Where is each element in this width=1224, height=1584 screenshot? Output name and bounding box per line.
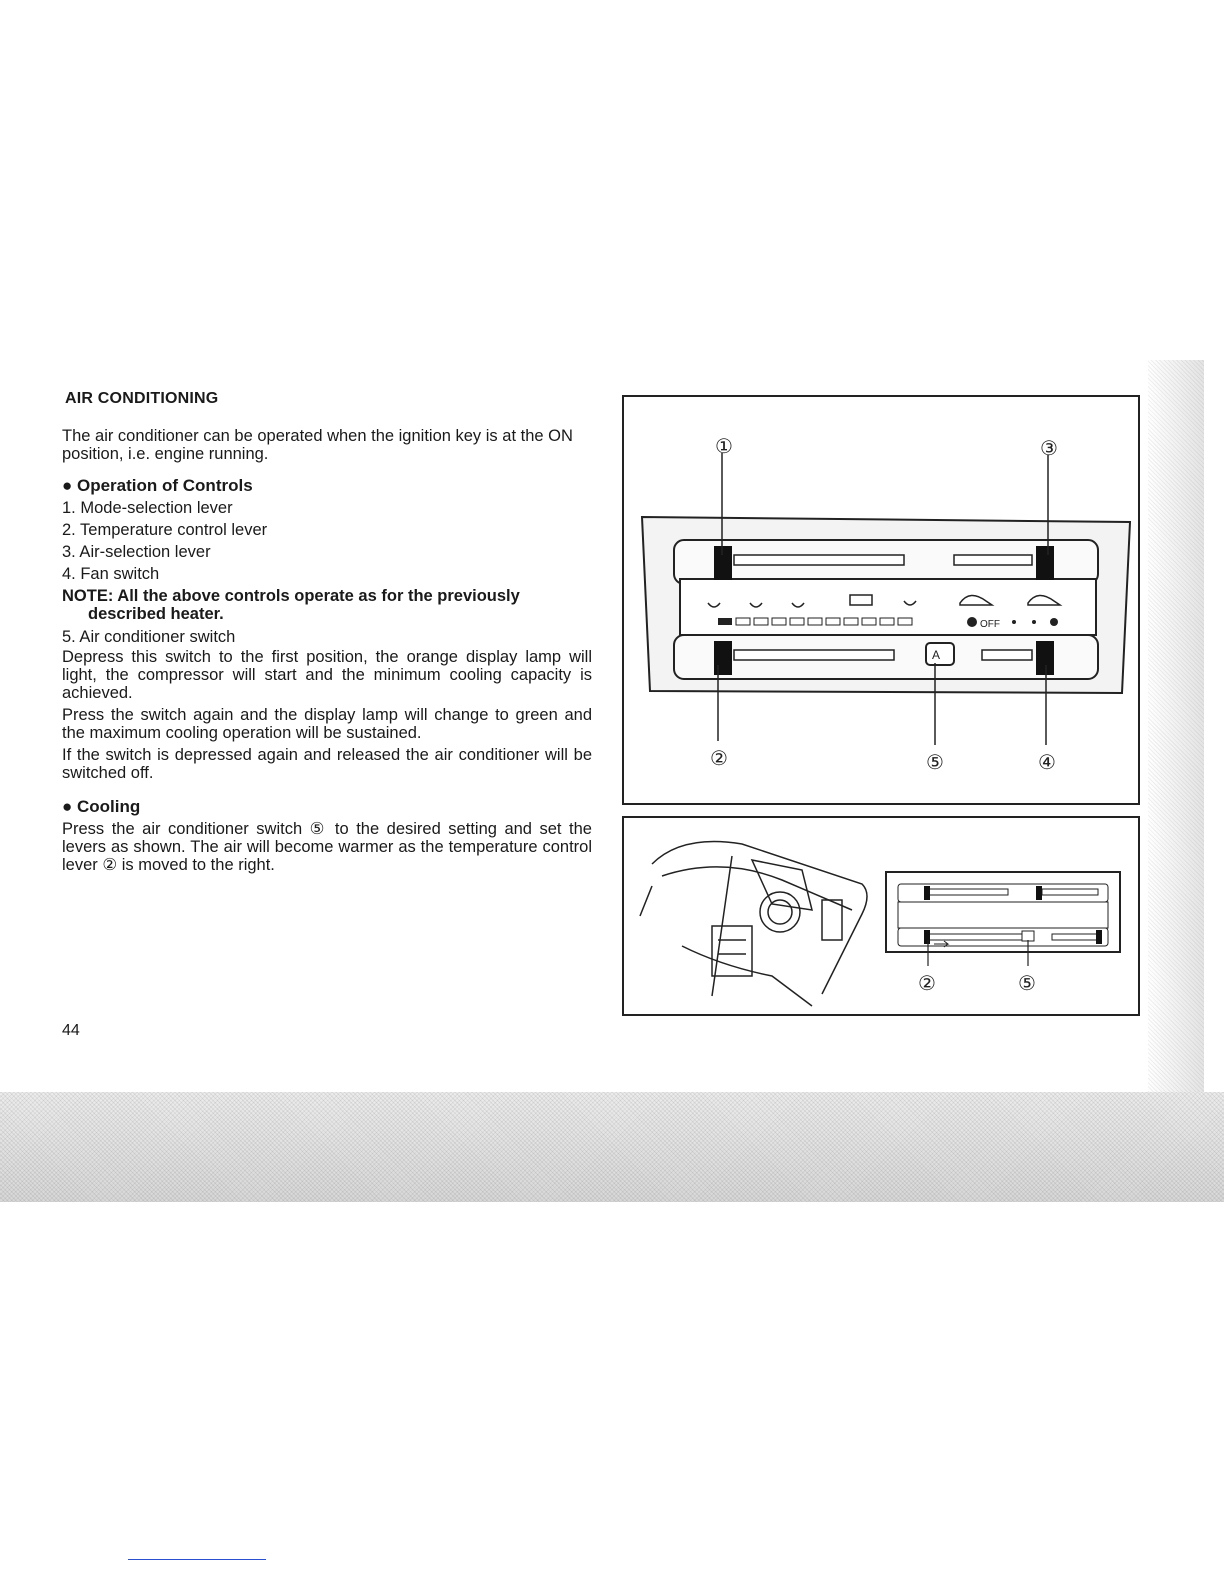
control-panel-figure xyxy=(622,395,1152,807)
text-column xyxy=(62,390,592,878)
temperature-lever-knob xyxy=(714,641,732,675)
list-item-5: 5. Air conditioner switch xyxy=(62,628,236,646)
air-selection-lever-knob xyxy=(1036,546,1054,580)
callout-5: ⑤ xyxy=(926,750,944,774)
list-item: 1. Mode-selection lever xyxy=(62,499,233,517)
switch-paragraph-1: Depress this switch to the first position, the orange display lamp will light, the compressor will start and the minimum cooling capacity is achieved. xyxy=(62,648,592,702)
dashboard-figure xyxy=(622,816,1152,1020)
callout-5-small: ⑤ xyxy=(1018,971,1036,995)
callout-4: ④ xyxy=(1038,750,1056,774)
callout-1: ① xyxy=(715,434,733,458)
callout-3: ③ xyxy=(1040,436,1058,460)
note-text: NOTE: All the above controls operate as for the previously described heater. xyxy=(62,587,520,623)
cooling-heading: ● Cooling xyxy=(62,797,141,816)
switch-paragraph-2: Press the switch again and the display lamp will change to green and the maximum cooling operation will be sustained. xyxy=(62,706,592,742)
list-item: 4. Fan switch xyxy=(62,565,160,583)
switch-paragraph-3: If the switch is depressed again and released the air conditioner will be switched off. xyxy=(62,746,592,782)
operation-heading: ● Operation of Controls xyxy=(62,476,253,495)
controls-list xyxy=(62,499,592,583)
cooling-paragraph: Press the air conditioner switch ⑤ to the desired setting and set the levers as shown. The air will become warmer as the temperature control lever ② is moved to the right. xyxy=(62,820,592,874)
intro-paragraph: The air conditioner can be operated when the ignition key is at the ON position, i.e. engine running. xyxy=(62,427,573,463)
mode-lever-knob xyxy=(714,546,732,580)
svg-text:A: A xyxy=(932,648,941,662)
scan-shadow-band xyxy=(0,1092,1224,1202)
fan-switch-knob xyxy=(1036,641,1054,675)
page-number: 44 xyxy=(62,1022,80,1039)
page-title: AIR CONDITIONING xyxy=(65,390,219,407)
callout-2: ② xyxy=(710,746,728,770)
footer-rule xyxy=(128,1559,266,1560)
list-item: 3. Air-selection lever xyxy=(62,543,211,561)
callout-2-small: ② xyxy=(918,971,936,995)
fan-off-label: OFF xyxy=(980,619,1000,630)
list-item: 2. Temperature control lever xyxy=(62,521,268,539)
scan-shadow-edge xyxy=(1148,360,1204,1100)
